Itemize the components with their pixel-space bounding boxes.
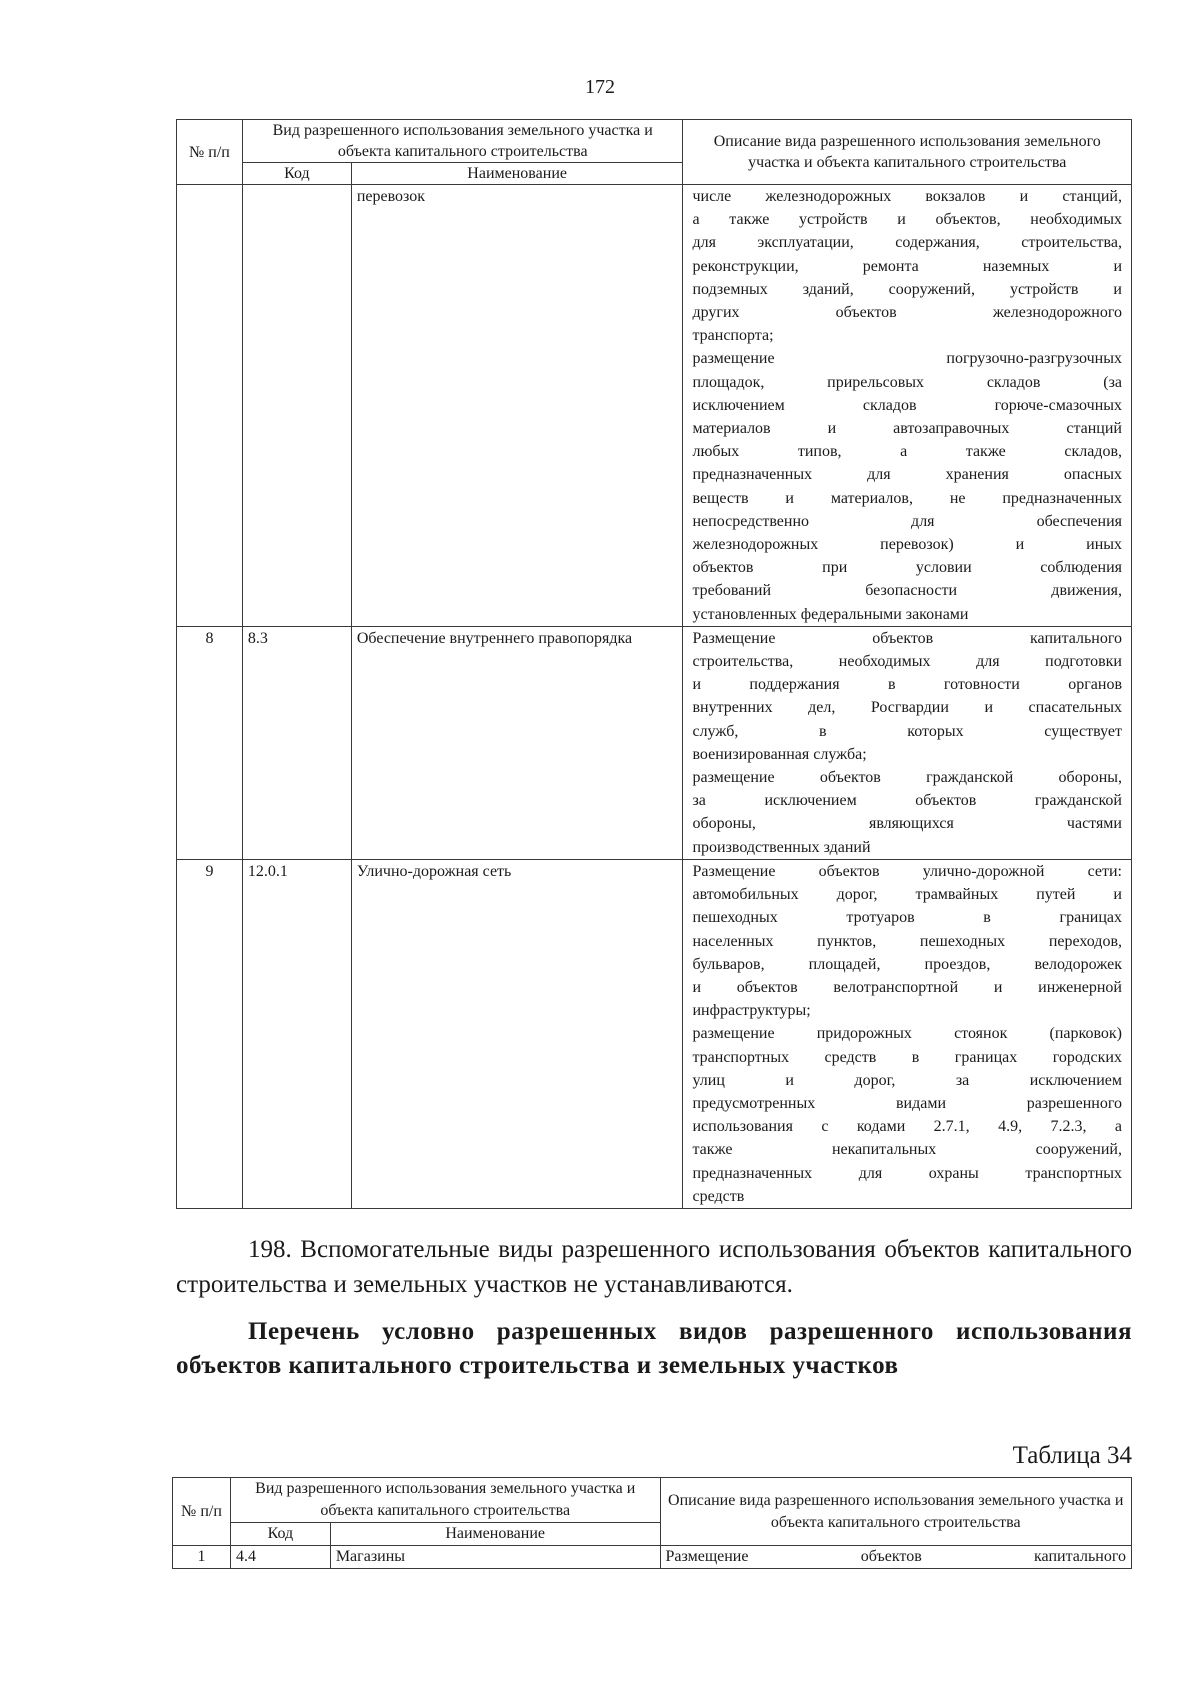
page-number: 172 — [585, 76, 615, 98]
description-line: размещение погрузочно-разгрузочных — [692, 350, 1122, 368]
description-line: предназначенных для охраны транспортных — [692, 1164, 1122, 1182]
description-line: за исключением объектов гражданской — [692, 792, 1122, 810]
row-description — [683, 859, 1132, 1208]
description-line: железнодорожных перевозок) и иных — [692, 536, 1122, 554]
row-num — [177, 185, 243, 627]
row-description: Размещение объектов капитального — [660, 1546, 1132, 1569]
header-name: Наименование — [330, 1523, 660, 1546]
table-row — [173, 1546, 1132, 1569]
row-description — [683, 626, 1132, 859]
description-line: объектов при условии соблюдения — [692, 559, 1122, 577]
header-group: Вид разрешенного использования земельного участка и объекта капитального строительства — [242, 120, 683, 163]
row-code: 8.3 — [242, 626, 351, 859]
description-line: Размещение объектов улично-дорожной сети: — [692, 862, 1122, 880]
table-34 — [172, 1477, 1132, 1569]
description-line: бульваров, площадей, проездов, велодорожек — [692, 955, 1122, 973]
description-line: предназначенных для хранения опасных — [692, 466, 1122, 484]
header-description: Описание вида разрешенного использования земельного участка и объекта капитального строительства — [683, 120, 1132, 185]
table-header-row — [177, 120, 1132, 163]
description-line: инфраструктуры; — [692, 1002, 811, 1020]
description-line: для эксплуатации, содержания, строительства, — [692, 234, 1122, 252]
description-line: исключением складов горюче-смазочных — [692, 396, 1122, 414]
description-line: военизированная служба; — [692, 745, 867, 763]
row-code: 4.4 — [230, 1546, 330, 1569]
description-line: использования с кодами 2.7.1, 4.9, 7.2.3, а — [692, 1118, 1122, 1136]
description-line: улиц и дорог, за исключением — [692, 1071, 1122, 1089]
description-line: непосредственно для обеспечения — [692, 512, 1122, 530]
header-code: Код — [230, 1523, 330, 1546]
description-line: требований безопасности движения, — [692, 582, 1122, 600]
description-line: транспортных средств в границах городских — [692, 1048, 1122, 1066]
description-line: и поддержания в готовности органов — [692, 676, 1122, 694]
description-line: площадок, прирельсовых складов (за — [692, 373, 1122, 391]
description-line: реконструкции, ремонта наземных и — [692, 257, 1122, 275]
paragraph-198: 198. Вспомогательные виды разрешенного использования объектов капитального строительства и земельных участков не устанавливаются. — [176, 1236, 1132, 1298]
description-line: пешеходных тротуаров в границах — [692, 909, 1122, 927]
table-row — [177, 859, 1132, 1208]
header-group: Вид разрешенного использования земельного участка и объекта капитального строительства — [230, 1478, 660, 1523]
row-name: перевозок — [351, 185, 683, 627]
description-line: размещение объектов гражданской обороны, — [692, 769, 1122, 787]
table-row — [177, 626, 1132, 859]
description-line: других объектов железнодорожного — [692, 304, 1122, 322]
description-line: транспорта; — [692, 327, 774, 345]
row-num: 1 — [173, 1546, 231, 1569]
description-line: населенных пунктов, пешеходных переходов, — [692, 932, 1122, 950]
header-num: № п/п — [177, 120, 243, 185]
description-line: внутренних дел, Росгвардии и спасательных — [692, 699, 1122, 717]
zoning-table — [176, 119, 1132, 1209]
description-line: обороны, являющихся частями — [692, 815, 1122, 833]
header-num: № п/п — [173, 1478, 231, 1546]
header-name: Наименование — [351, 163, 683, 185]
description-line: средств — [692, 1187, 745, 1205]
description-line: любых типов, а также складов, — [692, 443, 1122, 461]
table-row — [177, 185, 1132, 627]
description-line: производственных зданий — [692, 838, 871, 856]
row-name: Улично-дорожная сеть — [351, 859, 683, 1208]
description-line: строительства, необходимых для подготовки — [692, 653, 1122, 671]
description-line: Размещение объектов капитального — [692, 629, 1122, 647]
row-num: 9 — [177, 859, 243, 1208]
description-line: материалов и автозаправочных станций — [692, 420, 1122, 438]
table-header-row — [173, 1478, 1132, 1523]
description-line: размещение придорожных стоянок (парковок) — [692, 1025, 1122, 1043]
header-description: Описание вида разрешенного использования земельного участка и объекта капитального строительства — [660, 1478, 1132, 1546]
row-code — [242, 185, 351, 627]
description-line: а также устройств и объектов, необходимых — [692, 211, 1122, 229]
row-name: Магазины — [330, 1546, 660, 1569]
description-line: веществ и материалов, не предназначенных — [692, 489, 1122, 507]
row-name: Обеспечение внутреннего правопорядка — [351, 626, 683, 859]
description-line: предусмотренных видами разрешенного — [692, 1094, 1122, 1112]
table-caption: Таблица 34 — [1012, 1442, 1132, 1469]
description-line: числе железнодорожных вокзалов и станций, — [692, 188, 1122, 205]
row-num: 8 — [177, 626, 243, 859]
section-heading: Перечень условно разрешенных видов разрешенного использования объектов капитального строительства и земельных участков — [176, 1318, 1132, 1379]
description-line: подземных зданий, сооружений, устройств и — [692, 280, 1122, 298]
row-code: 12.0.1 — [242, 859, 351, 1208]
description-line: служб, в которых существует — [692, 722, 1122, 740]
header-code: Код — [242, 163, 351, 185]
description-line: также некапитальных сооружений, — [692, 1141, 1122, 1159]
row-description — [683, 185, 1132, 627]
description-line: автомобильных дорог, трамвайных путей и — [692, 886, 1122, 904]
description-line: и объектов велотранспортной и инженерной — [692, 978, 1122, 996]
description-line: установленных федеральными законами — [692, 605, 969, 623]
